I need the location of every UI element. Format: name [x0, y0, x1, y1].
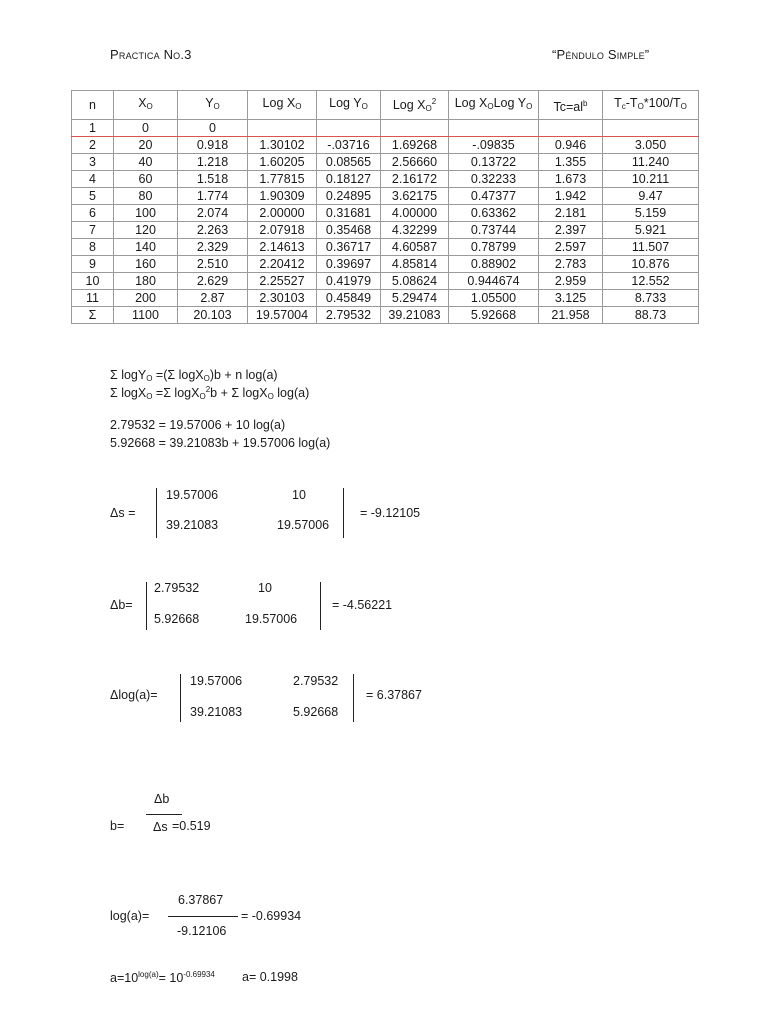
table-cell: 0.18127 [317, 171, 381, 188]
delta-loga-label: Δlog(a)= [110, 688, 158, 702]
table-cell: 0.944674 [449, 273, 539, 290]
table-cell: 9.47 [603, 188, 699, 205]
col-n: n [72, 91, 114, 120]
table-cell [539, 120, 603, 137]
table-cell: 2.597 [539, 239, 603, 256]
table-cell: 1.218 [178, 154, 248, 171]
delta-s-d: 19.57006 [277, 518, 330, 532]
delta-b-result: = -4.56221 [332, 598, 393, 612]
table-cell: 1.942 [539, 188, 603, 205]
table-cell: 1.90309 [248, 188, 317, 205]
data-table [71, 90, 699, 324]
table-cell: 1.355 [539, 154, 603, 171]
delta-s-a: 19.57006 [166, 488, 219, 502]
table-cell: 0.45849 [317, 290, 381, 307]
header-right: “Péndulo Simple” [552, 47, 650, 62]
table-cell: 1.774 [178, 188, 248, 205]
table-cell: 3 [72, 154, 114, 171]
table-cell: 5 [72, 188, 114, 205]
table-cell: 20 [114, 137, 178, 154]
table-cell: 5.921 [603, 222, 699, 239]
table-cell: 2.00000 [248, 205, 317, 222]
table-row [72, 171, 699, 188]
table-row [72, 137, 699, 154]
delta-loga-c: 39.21083 [190, 705, 243, 719]
delta-s-b: 10 [292, 488, 306, 502]
table-cell: 10 [72, 273, 114, 290]
table-cell: 1 [72, 120, 114, 137]
table-cell: 8 [72, 239, 114, 256]
delta-b-d: 19.57006 [245, 612, 298, 626]
table-row [72, 273, 699, 290]
table-cell: 3.125 [539, 290, 603, 307]
table-row [72, 307, 699, 324]
table-header-row [72, 91, 699, 120]
col-logx0-logy0: Log $X_OLog$ $Y_O$ [449, 91, 539, 120]
table-cell: 180 [114, 273, 178, 290]
col-logx0: Log $X_O$ [248, 91, 317, 120]
col-logx0-squared: Log $X_O^2$ [381, 91, 449, 120]
determinant-bar [320, 582, 321, 630]
equation-4: 5.92668 = 39.21083b + 19.57006 log(a) [110, 436, 331, 450]
table-cell: 2.074 [178, 205, 248, 222]
equation-1: Σ logY$_O$ =(Σ logX$_O$)b + n log(a) [110, 368, 278, 383]
col-logy0: Log $Y_O$ [317, 91, 381, 120]
table-cell: 0 [178, 120, 248, 137]
table-cell: 19.57004 [248, 307, 317, 324]
table-cell: 0.32233 [449, 171, 539, 188]
determinant-bar [180, 674, 181, 722]
equation-3: 2.79532 = 19.57006 + 10 log(a) [110, 418, 286, 432]
table-cell: 3.050 [603, 137, 699, 154]
table-cell: 2.181 [539, 205, 603, 222]
loga-result: = -0.69934 [241, 909, 302, 923]
table-cell: 1.673 [539, 171, 603, 188]
table-cell: 9 [72, 256, 114, 273]
table-cell: 2.16172 [381, 171, 449, 188]
table-cell: 2.510 [178, 256, 248, 273]
table-row [72, 256, 699, 273]
table-cell: 4.85814 [381, 256, 449, 273]
a-equation: $a=10^{log(a)}= 10^{-0.69934}$ [110, 970, 215, 985]
table-cell: 4 [72, 171, 114, 188]
loga-denominator: -9.12106 [177, 924, 227, 938]
table-cell: 60 [114, 171, 178, 188]
table-row [72, 154, 699, 171]
table-cell: 160 [114, 256, 178, 273]
table-cell: 2.30103 [248, 290, 317, 307]
determinant-bar [353, 674, 354, 722]
table-cell: 2.14613 [248, 239, 317, 256]
table-cell: 2.56660 [381, 154, 449, 171]
table-cell: 0.08565 [317, 154, 381, 171]
col-error: $T_c-T_O*100/T_O$ [603, 91, 699, 120]
table-cell: 100 [114, 205, 178, 222]
table-cell: 0 [114, 120, 178, 137]
table-cell: 140 [114, 239, 178, 256]
table-cell [317, 120, 381, 137]
table-cell: 7 [72, 222, 114, 239]
loga-label: log(a)= [110, 909, 150, 923]
header-left: Practica No.3 [110, 47, 192, 62]
determinant-bar [156, 488, 157, 538]
table-row [72, 120, 699, 137]
table-cell: 0.41979 [317, 273, 381, 290]
table-cell: 11.507 [603, 239, 699, 256]
loga-numerator: 6.37867 [178, 893, 224, 907]
delta-s-result: = -9.12105 [360, 506, 421, 520]
table-cell: 20.103 [178, 307, 248, 324]
table-cell: 2 [72, 137, 114, 154]
table-cell: 0.35468 [317, 222, 381, 239]
table-cell: 2.25527 [248, 273, 317, 290]
delta-b-label: Δb= [110, 598, 133, 612]
table-cell: 4.32299 [381, 222, 449, 239]
table-cell: 2.959 [539, 273, 603, 290]
table-cell: 0.73744 [449, 222, 539, 239]
table-cell: 1.77815 [248, 171, 317, 188]
table-cell: -.09835 [449, 137, 539, 154]
table-cell: 1.60205 [248, 154, 317, 171]
determinant-bar [343, 488, 344, 538]
table-cell: 88.73 [603, 307, 699, 324]
table-cell: 1100 [114, 307, 178, 324]
table-cell: 21.958 [539, 307, 603, 324]
b-result: =0.519 [172, 819, 211, 833]
table-cell: 2.783 [539, 256, 603, 273]
delta-b-a: 2.79532 [154, 581, 200, 595]
table-cell: 4.00000 [381, 205, 449, 222]
table-cell: 5.08624 [381, 273, 449, 290]
table-cell: 0.78799 [449, 239, 539, 256]
table-cell: 1.69268 [381, 137, 449, 154]
col-y0: $Y_O$ [178, 91, 248, 120]
col-tc: $Tc=al^b$ [539, 91, 603, 120]
table-cell: 0.39697 [317, 256, 381, 273]
table-cell: 12.552 [603, 273, 699, 290]
table-cell: 120 [114, 222, 178, 239]
delta-s-label: Δs = [110, 506, 136, 520]
delta-loga-b: 2.79532 [293, 674, 339, 688]
table-cell: 0.63362 [449, 205, 539, 222]
delta-b-c: 5.92668 [154, 612, 200, 626]
table-cell: 0.918 [178, 137, 248, 154]
table-cell: 2.629 [178, 273, 248, 290]
table-cell: 5.29474 [381, 290, 449, 307]
determinant-bar [146, 582, 147, 630]
delta-loga-a: 19.57006 [190, 674, 243, 688]
table-cell: 0.13722 [449, 154, 539, 171]
table-cell: 10.876 [603, 256, 699, 273]
table-cell: 0.88902 [449, 256, 539, 273]
table-cell: 0.946 [539, 137, 603, 154]
delta-b-b: 10 [258, 581, 272, 595]
table-cell: 40 [114, 154, 178, 171]
table-cell: 2.20412 [248, 256, 317, 273]
table-cell: 2.329 [178, 239, 248, 256]
b-denominator: Δs [153, 820, 168, 834]
table-cell [248, 120, 317, 137]
table-cell: 5.159 [603, 205, 699, 222]
table-row [72, 188, 699, 205]
table-cell: 8.733 [603, 290, 699, 307]
table-cell: 80 [114, 188, 178, 205]
table-cell: 2.263 [178, 222, 248, 239]
table-cell: 39.21083 [381, 307, 449, 324]
table-cell: 3.62175 [381, 188, 449, 205]
table-cell: 0.36717 [317, 239, 381, 256]
table-row [72, 222, 699, 239]
equation-2: Σ logX$_O$ =Σ logX$_O^2$b + Σ logX$_O$ log(a) [110, 385, 310, 401]
table-row [72, 290, 699, 307]
table-cell: Σ [72, 307, 114, 324]
table-cell: 10.211 [603, 171, 699, 188]
table-cell: -.03716 [317, 137, 381, 154]
table-cell: 11 [72, 290, 114, 307]
fraction-line [146, 814, 182, 815]
table-cell: 2.397 [539, 222, 603, 239]
a-result: a= 0.1998 [242, 970, 298, 984]
table-cell: 1.30102 [248, 137, 317, 154]
table-cell: 1.05500 [449, 290, 539, 307]
table-cell: 1.518 [178, 171, 248, 188]
table-cell: 6 [72, 205, 114, 222]
table-cell: 5.92668 [449, 307, 539, 324]
table-cell: 0.24895 [317, 188, 381, 205]
table-cell: 0.31681 [317, 205, 381, 222]
fraction-line [168, 916, 238, 917]
table-row [72, 239, 699, 256]
table-cell: 200 [114, 290, 178, 307]
table-cell [381, 120, 449, 137]
table-cell: 2.79532 [317, 307, 381, 324]
table-cell: 2.07918 [248, 222, 317, 239]
b-label: b= [110, 819, 125, 833]
delta-loga-result: = 6.37867 [366, 688, 422, 702]
table-cell: 11.240 [603, 154, 699, 171]
delta-loga-d: 5.92668 [293, 705, 339, 719]
table-row [72, 205, 699, 222]
table-cell: 0.47377 [449, 188, 539, 205]
table-cell [603, 120, 699, 137]
b-numerator: Δb [154, 792, 170, 806]
delta-s-c: 39.21083 [166, 518, 219, 532]
table-cell: 2.87 [178, 290, 248, 307]
table-cell: 4.60587 [381, 239, 449, 256]
col-x0: $X_O$ [114, 91, 178, 120]
table-cell [449, 120, 539, 137]
